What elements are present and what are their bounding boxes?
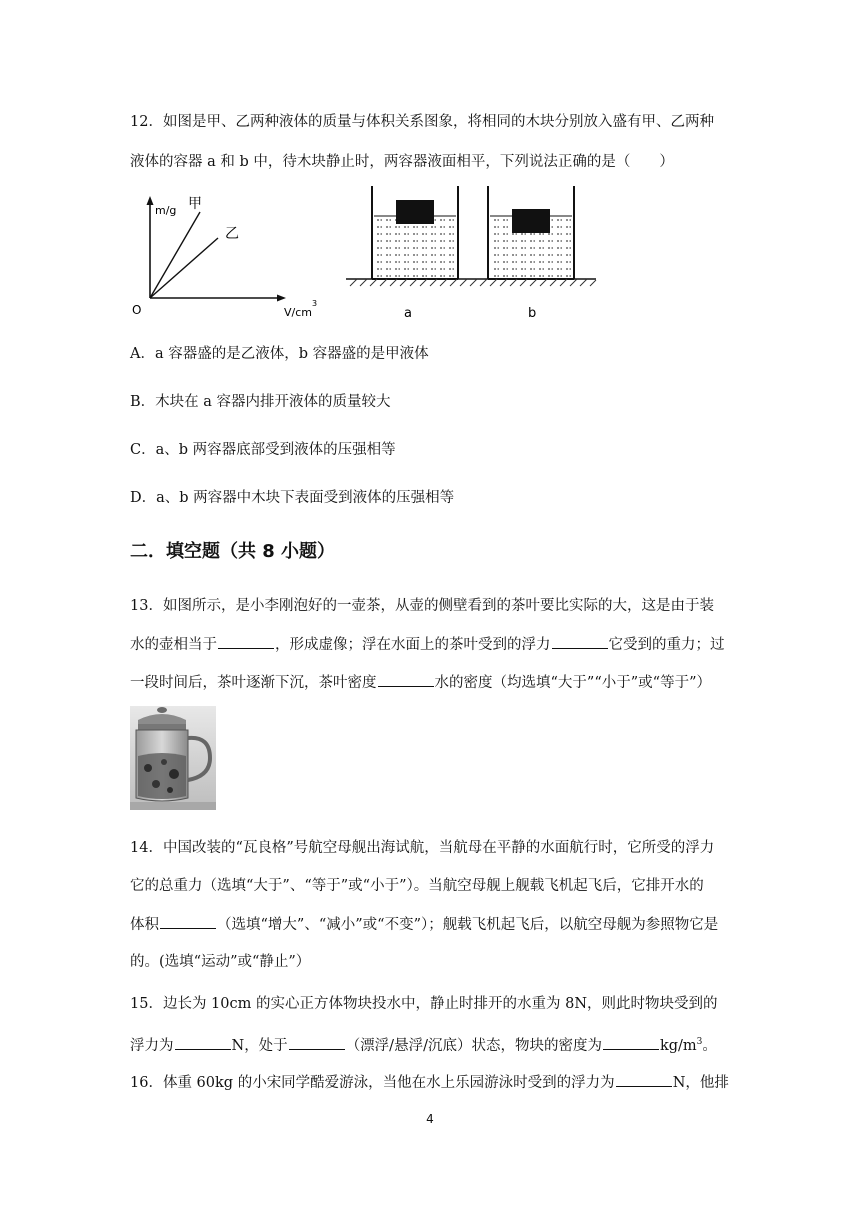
q16-line-1-part-2: N，他排 (672, 1075, 729, 1091)
q13-line-2-part-3: 它受到的重力；过 (608, 637, 725, 653)
q15-line-2-part-3: （漂浮/悬浮/沉底）状态，物块的密度为 (345, 1037, 602, 1054)
q12-option-d: D．a、b 两容器中木块下表面受到液体的压强相等 (130, 490, 455, 506)
q13-line-3 (130, 672, 711, 693)
answer-blank[interactable] (160, 914, 216, 929)
q13-line-2-part-1: 水的壶相当于 (130, 637, 217, 653)
q15-line-2 (130, 1032, 717, 1056)
q15-line-2-part-1: 浮力为 (130, 1037, 174, 1054)
q15-unit-superscript: 3 (696, 1037, 703, 1047)
q12-option-c: C．a、b 两容器底部受到液体的压强相等 (130, 442, 396, 458)
q12-option-b: B．木块在 a 容器内排开液体的质量较大 (130, 394, 391, 410)
label-b: b (528, 306, 537, 321)
q12-line-1: 12．如图是甲、乙两种液体的质量与体积关系图象，将相同的木块分别放入盛有甲、乙两种 (130, 114, 714, 130)
answer-blank[interactable] (552, 634, 608, 649)
q15-line-2-part-2: N，处于 (231, 1037, 288, 1054)
q14-line-3 (130, 914, 718, 935)
origin-label: O (132, 303, 142, 317)
line-jia (150, 212, 200, 298)
answer-blank[interactable] (616, 1072, 672, 1087)
wood-block-a (396, 200, 434, 224)
q14-line-4: 的。(选填“运动”或“静止”） (130, 954, 311, 970)
x-axis-arrow (277, 295, 286, 302)
label-yi: 乙 (225, 226, 239, 242)
q12-option-a: A．a 容器盛的是乙液体，b 容器盛的是甲液体 (130, 346, 429, 362)
q13-line-2 (130, 634, 725, 655)
answer-blank[interactable] (289, 1035, 345, 1050)
q16-line-1 (130, 1072, 729, 1093)
answer-blank[interactable] (175, 1035, 231, 1050)
q13-line-1: 13．如图所示，是小李刚泡好的一壶茶，从壶的侧壁看到的茶叶要比实际的大，这是由于装 (130, 598, 714, 614)
q13-line-3-part-1: 一段时间后，茶叶逐渐下沉，茶叶密度 (130, 675, 377, 691)
q14-line-3-part-1: 体积 (130, 917, 159, 933)
answer-blank[interactable] (603, 1035, 659, 1050)
y-axis-arrow (147, 196, 154, 205)
q14-line-2: 它的总重力（选填“大于”、“等于”或“小于”）。当航空母舰上舰载飞机起飞后，它排开水的 (130, 878, 704, 894)
container-b (488, 186, 574, 279)
answer-blank[interactable] (378, 672, 434, 687)
x-axis-unit-superscript: 3 (312, 299, 318, 308)
q14-line-3-part-2: （选填“增大”、“减小”或“不变”）；舰载飞机起飞后，以航空母舰为参照物它是 (217, 917, 719, 933)
wood-block-b (512, 209, 550, 233)
answer-blank[interactable] (218, 634, 274, 649)
q15-line-2-end: 。 (702, 1037, 717, 1054)
label-a: a (404, 306, 412, 321)
label-jia: 甲 (188, 196, 202, 212)
y-axis-label: m/g (155, 204, 177, 217)
q13-line-2-part-2: ，形成虚像；浮在水面上的茶叶受到的浮力 (275, 637, 551, 653)
container-a (372, 186, 458, 279)
q13-line-3-part-2: 水的密度（均选填“大于”“小于”或“等于”） (434, 675, 711, 691)
line-yi (150, 238, 218, 298)
q15-line-1: 15．边长为 10cm 的实心正方体物块投水中，静止时排开的水重为 8N，则此时物块受到的 (130, 996, 718, 1012)
containers-figure (340, 182, 600, 322)
x-axis-label: V/cm (284, 306, 312, 319)
teapot-photo (130, 706, 216, 810)
mass-volume-graph (128, 190, 328, 320)
ground-hatch (346, 279, 596, 286)
q12-line-2: 液体的容器 a 和 b 中，待木块静止时，两容器液面相平，下列说法正确的是（ ） (130, 154, 674, 170)
section-title: 二．填空题（共 8 小题） (130, 541, 336, 562)
q16-line-1-part-1: 16．体重 60kg 的小宋同学酷爱游泳，当他在水上乐园游泳时受到的浮力为 (130, 1075, 615, 1091)
q14-line-1: 14．中国改装的“瓦良格”号航空母舰出海试航，当航母在平静的水面航行时，它所受的浮力 (130, 840, 715, 856)
q15-line-2-unit: kg/m (659, 1037, 697, 1054)
page-number: 4 (426, 1112, 434, 1126)
